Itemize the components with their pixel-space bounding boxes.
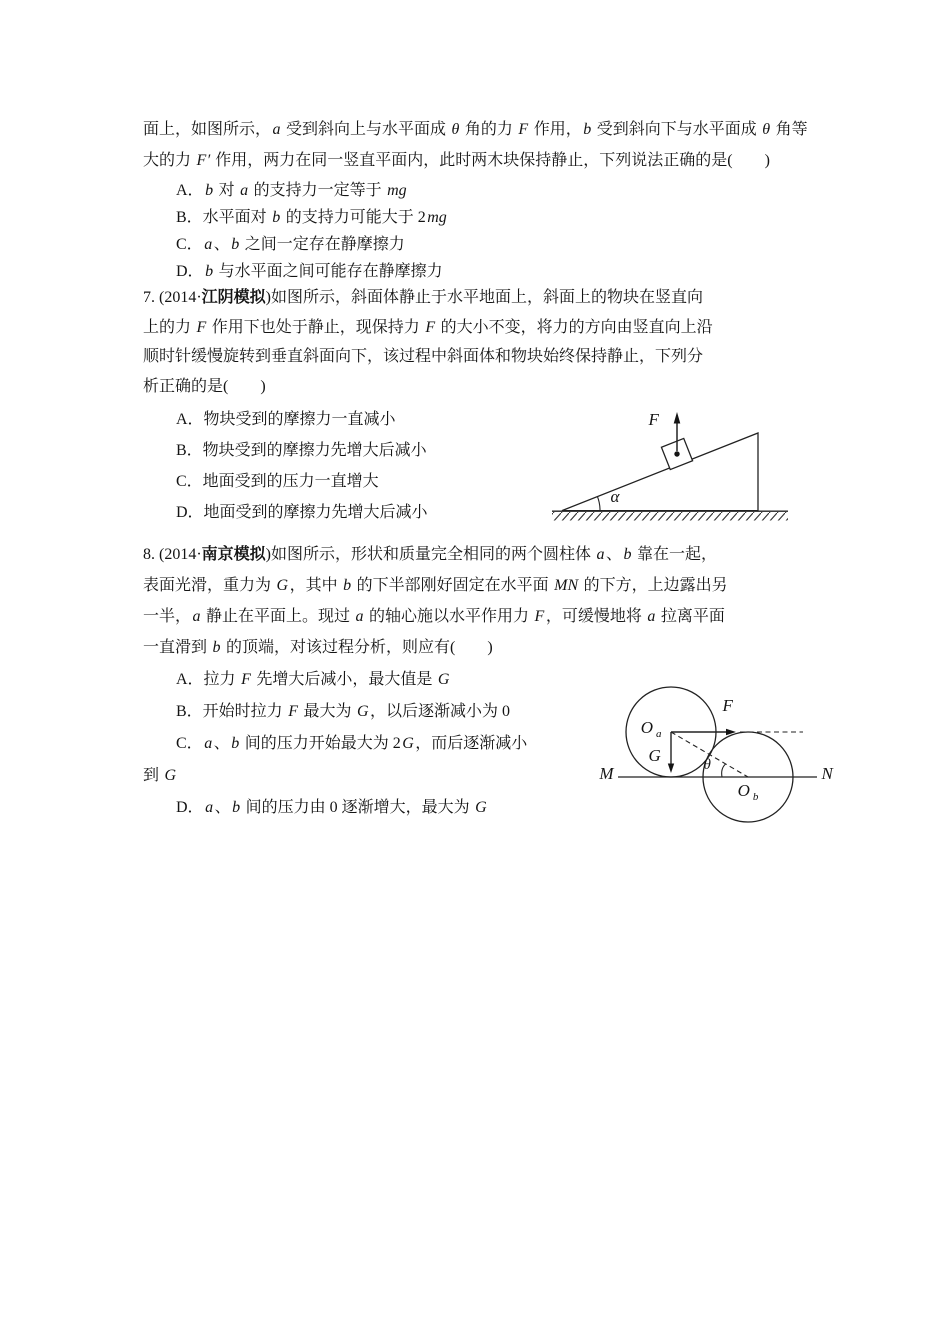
question-6-options [143,177,815,285]
force-f-label: F [648,410,659,429]
paragraph-line: 顺时针缓慢旋转到垂直斜面向下，该过程中斜面体和物块始终保持静止，下列分 [143,348,704,365]
question-6-paragraph [143,114,815,176]
paragraph-line: 表面光滑，重力为 G，其中 b 的下半部刚好固定在水平面 MN 的下方，上边露出另 [143,577,728,594]
option-a: A．b 对 a 的支持力一定等于 mg [176,182,407,199]
block-center-dot [674,451,679,456]
question-8-options [143,664,603,824]
theta-angle-arc [722,764,726,777]
option-c: C．地面受到的压力一直增大 [176,473,379,490]
option-c: C．a、b 间的压力开始最大为 2G，而后逐渐减小 [176,735,528,752]
option-c-continuation: 到 G [143,767,177,784]
option-b: B．开始时拉力 F 最大为 G，以后逐渐减小为 0 [176,703,511,720]
option-c: C．a、b 之间一定存在静摩擦力 [176,236,405,253]
question-7-options [143,404,603,528]
plane-right-n-label: N [821,764,833,783]
cylinders-diagram [595,672,843,832]
question-8-paragraph [143,539,815,663]
plane-left-m-label: M [599,764,614,783]
question-7-paragraph [143,283,815,401]
force-arrow-head [674,412,681,424]
paragraph-line: 析正确的是( ) [143,377,266,395]
option-d: D．b 与水平面之间可能存在静摩擦力 [176,263,443,280]
center-b-label: O $_b$ [737,781,759,804]
paragraph-line: 8. (2014·南京模拟)如图所示，形状和质量完全相同的两个圆柱体 a、b 靠在一起， [143,546,718,563]
incline-diagram [545,405,817,540]
cylinders-figure [595,672,843,832]
paragraph-line: 7. (2014·江阴模拟)如图所示，斜面体静止于水平地面上，斜面上的物块在竖直向 [143,289,704,306]
incline-figure [545,405,817,540]
option-a: A．物块受到的摩擦力一直减小 [176,411,396,428]
center-a-label: O $_a$ [640,718,662,741]
paragraph-line: 一半，a 静止在平面上。现过 a 的轴心施以水平作用力 F，可缓慢地将 a 拉离平面 [143,608,725,625]
option-d: D．a、b 间的压力由 0 逐渐增大，最大为 G [176,799,487,816]
paragraph-line: 面上，如图所示，a 受到斜向上与水平面成 θ 角的力 F 作用，b 受到斜向下与水平面成 θ 角等 [143,121,808,138]
force-f-label: F [722,696,733,715]
option-b: B．物块受到的摩擦力先增大后减小 [176,442,427,459]
weight-arrow-head [668,764,674,774]
option-b: B．水平面对 b 的支持力可能大于 2mg [176,209,447,226]
angle-theta-label: θ [703,757,711,773]
weight-g-label: G [648,746,661,765]
paragraph-line: 上的力 F 作用下也处于静止，现保持力 F 的大小不变，将力的方向由竖直向上沿 [143,318,713,336]
option-a: A．拉力 F 先增大后减小，最大值是 G [176,671,450,688]
ground-hatching [552,512,788,521]
paragraph-line: 大的力 F′ 作用，两力在同一竖直平面内，此时两木块保持静止，下列说法正确的是( ) [143,152,770,169]
paragraph-line: 一直滑到 b 的顶端，对该过程分析，则应有( ) [143,639,493,656]
incline-triangle [562,433,758,511]
option-d: D．地面受到的摩擦力先增大后减小 [176,504,428,521]
angle-alpha-label: α [610,487,620,506]
